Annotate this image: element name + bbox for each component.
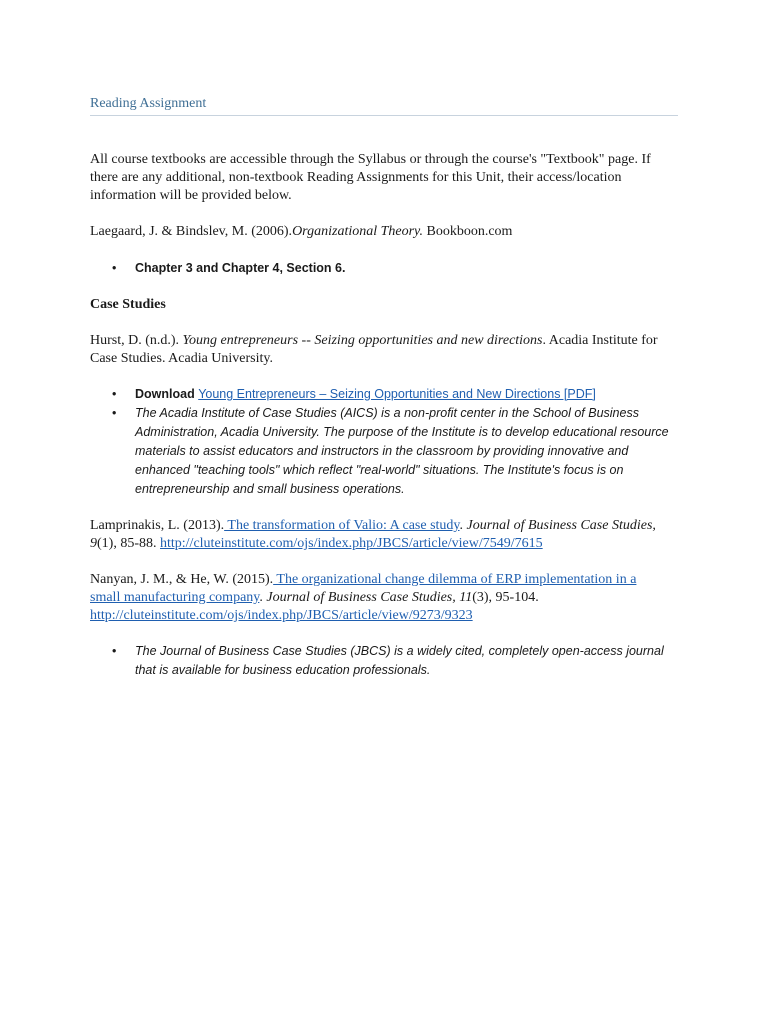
reference-laegaard xyxy=(90,223,670,241)
list-item xyxy=(112,404,678,499)
reference-lamprinakis: Lamprinakis, L. (2013). The transformation of Valio: A case study. Journal of Business Case Studies, 9(1), 85-88. http://cluteinstitute.com/ojs/index.php/JBCS/article/view/7549/7615 xyxy=(90,518,656,551)
section-heading: Reading Assignment xyxy=(90,95,678,116)
issue-pages: (1), 85-88. xyxy=(97,536,160,551)
punctuation: . xyxy=(259,590,263,605)
pdf-download-link[interactable]: Young Entrepreneurs – Seizing Opportunities and New Directions [PDF] xyxy=(198,387,596,401)
reference-authors: Hurst, D. (n.d.). xyxy=(90,333,183,348)
case-studies-heading: Case Studies xyxy=(90,297,166,312)
chapter-bullet-list xyxy=(112,259,678,278)
reference-title: Young entrepreneurs -- Seizing opportunities and new directions xyxy=(182,333,543,348)
reference-nanyan xyxy=(90,571,670,625)
article-url-link[interactable]: http://cluteinstitute.com/ojs/index.php/JBCS/article/view/7549/7615 xyxy=(160,536,543,551)
reference-authors: Lamprinakis, L. (2013). xyxy=(90,518,225,533)
reference-source: . Acadia Institute for Case Studies. Acadia University. xyxy=(90,333,658,366)
reference-source: Bookboon.com xyxy=(423,224,513,239)
jbcs-description: The Journal of Business Case Studies (JBCS) is a widely cited, completely open-access journal that is available for business education professionals. xyxy=(135,644,664,677)
bullet-icon: • xyxy=(112,644,117,658)
reference-hurst xyxy=(90,332,670,368)
bullet-icon: • xyxy=(112,387,117,401)
aics-description: The Acadia Institute of Case Studies (AICS) is a non-profit center in the School of Business Administration, Acadia University. The purpose of the Institute is to develop educational resource materials to assist educators and instructors in the classroom by providing innovative and enhanced "teaching tools" which reflect "real-world" situations. The Institute's focus is on entrepreneurship and small business operations. xyxy=(135,406,669,496)
bullet-icon: • xyxy=(112,406,117,420)
chapter-note: Chapter 3 and Chapter 4, Section 6. xyxy=(135,261,346,275)
journal-name: Journal of Business Case Studies, 11 xyxy=(262,590,473,605)
reference-authors: Laegaard, J. & Bindslev, M. (2006). xyxy=(90,224,293,239)
bullet-icon: • xyxy=(112,261,117,275)
article-title-link[interactable]: The organizational change dilemma of ERP implementation in a small manufacturing company xyxy=(90,572,637,605)
issue-pages: (3), 95-104. xyxy=(472,590,539,605)
list-item xyxy=(112,642,678,680)
case-bullet-list xyxy=(112,385,678,499)
article-url-link[interactable]: http://cluteinstitute.com/ojs/index.php/JBCS/article/view/9273/9323 xyxy=(90,608,473,623)
article-title-link[interactable]: The transformation of Valio: A case study xyxy=(224,518,460,533)
download-label: Download xyxy=(135,387,199,401)
journal-name: Journal of Business Case Studies, 9 xyxy=(90,518,656,551)
journal-bullet-list xyxy=(112,642,678,680)
reference-title: Organizational Theory. xyxy=(292,224,423,239)
list-item xyxy=(112,385,678,404)
intro-paragraph: All course textbooks are accessible through the Syllabus or through the course's "Textbook" page. If there are any additional, non-textbook Reading Assignments for this Unit, their access/location information will be provided below. xyxy=(90,152,651,203)
list-item xyxy=(112,259,678,278)
reference-authors: Nanyan, J. M., & He, W. (2015). xyxy=(90,572,274,587)
